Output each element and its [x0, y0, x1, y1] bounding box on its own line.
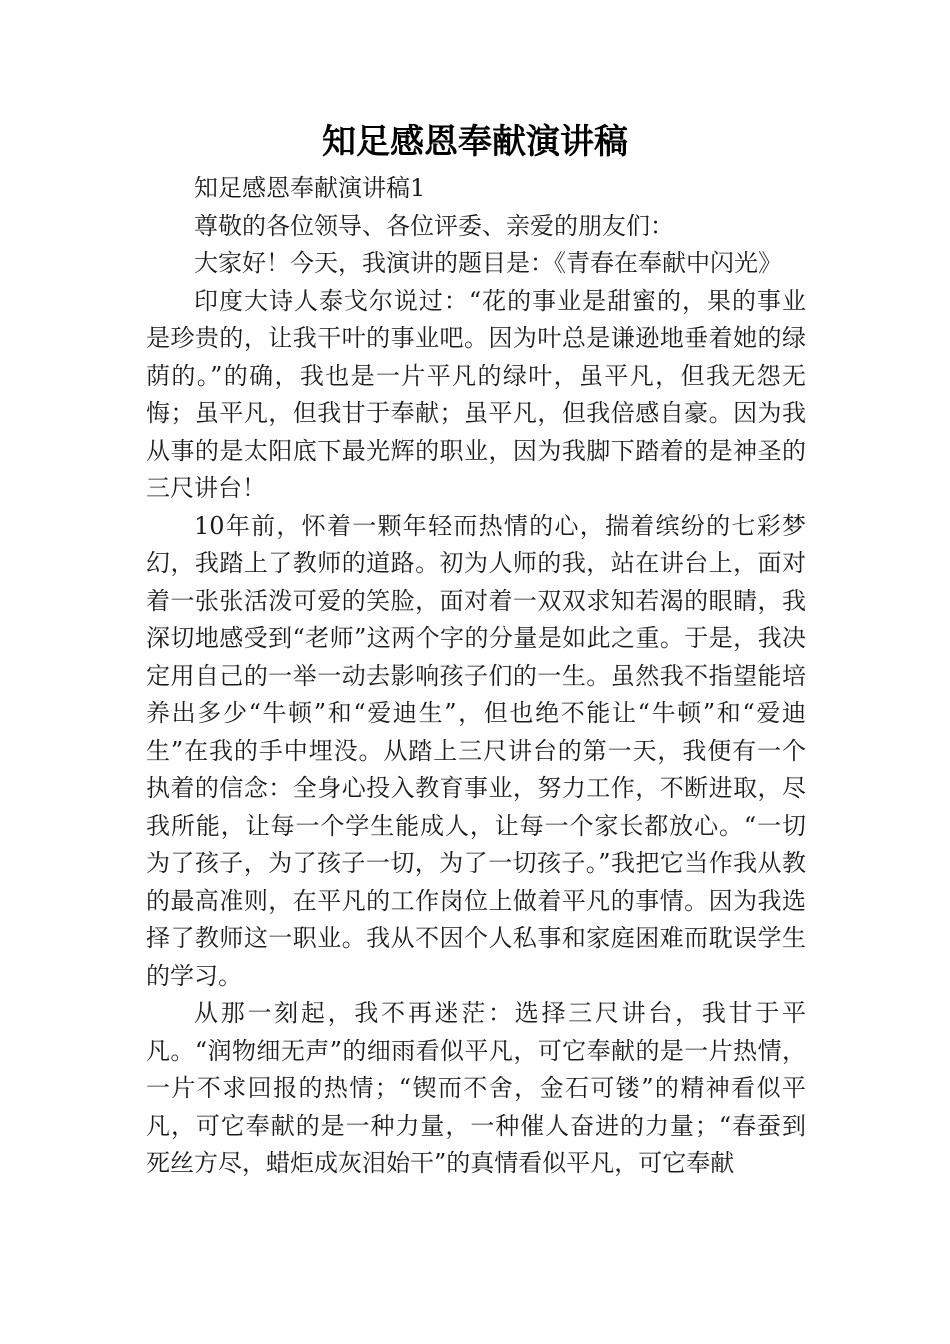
- document-title: 知足感恩奉献演讲稿: [322, 122, 628, 162]
- body-paragraph: 10年前，怀着一颗年轻而热情的心，揣着缤纷的七彩梦幻，我踏上了教师的道路。初为人师的我，站在讲台上，面对着一张张活泼可爱的笑脸，面对着一双双求知若渴的眼睛，我深切地感受到“老师”这两个字的分量是如此之重。于是，我决定用自己的一举一动去影响孩子们的一生。虽然我不指望能培养出多少“牛顿”和“爱迪生”，但也绝不能让“牛顿”和“爱迪生”在我的手中埋没。从踏上三尺讲台的第一天，我便有一个执着的信念：全身心投入教育事业，努力工作，不断进取，尽我所能，让每一个学生能成人，让每一个家长都放心。“一切为了孩子，为了孩子一切，为了一切孩子。”我把它当作我从教的最高准则，在平凡的工作岗位上做着平凡的事情。因为我选择了教师这一职业。我从不因个人私事和家庭困难而耽误学生的学习。: [146, 511, 806, 990]
- document-body: [146, 170, 806, 1183]
- body-paragraph: 从那一刻起，我不再迷茫：选择三尺讲台，我甘于平凡。“润物细无声”的细雨看似平凡，可它奉献的是一片热情，一片不求回报的热情；“锲而不舍，金石可镂”的精神看似平凡，可它奉献的是一种力量，一种催人奋进的力量；“春蚕到死丝方尽，蜡炬成灰泪始干”的真情看似平凡，可它奉献: [146, 999, 806, 1177]
- subtitle-paragraph: 知足感恩奉献演讲稿1: [194, 174, 426, 202]
- salutation-paragraph: 尊敬的各位领导、各位评委、亲爱的朋友们：: [194, 211, 674, 240]
- greeting-paragraph: 大家好！今天，我演讲的题目是：《青春在奉献中闪光》: [194, 249, 782, 277]
- body-paragraph: 印度大诗人泰戈尔说过：“花的事业是甜蜜的，果的事业是珍贵的，让我干叶的事业吧。因为叶总是谦逊地垂着她的绿荫的。”的确，我也是一片平凡的绿叶，虽平凡，但我无怨无悔；虽平凡，但我甘于奉献；虽平凡，但我倍感自豪。因为我从事的是太阳底下最光辉的职业，因为我脚下踏着的是神圣的三尺讲台！: [146, 286, 806, 502]
